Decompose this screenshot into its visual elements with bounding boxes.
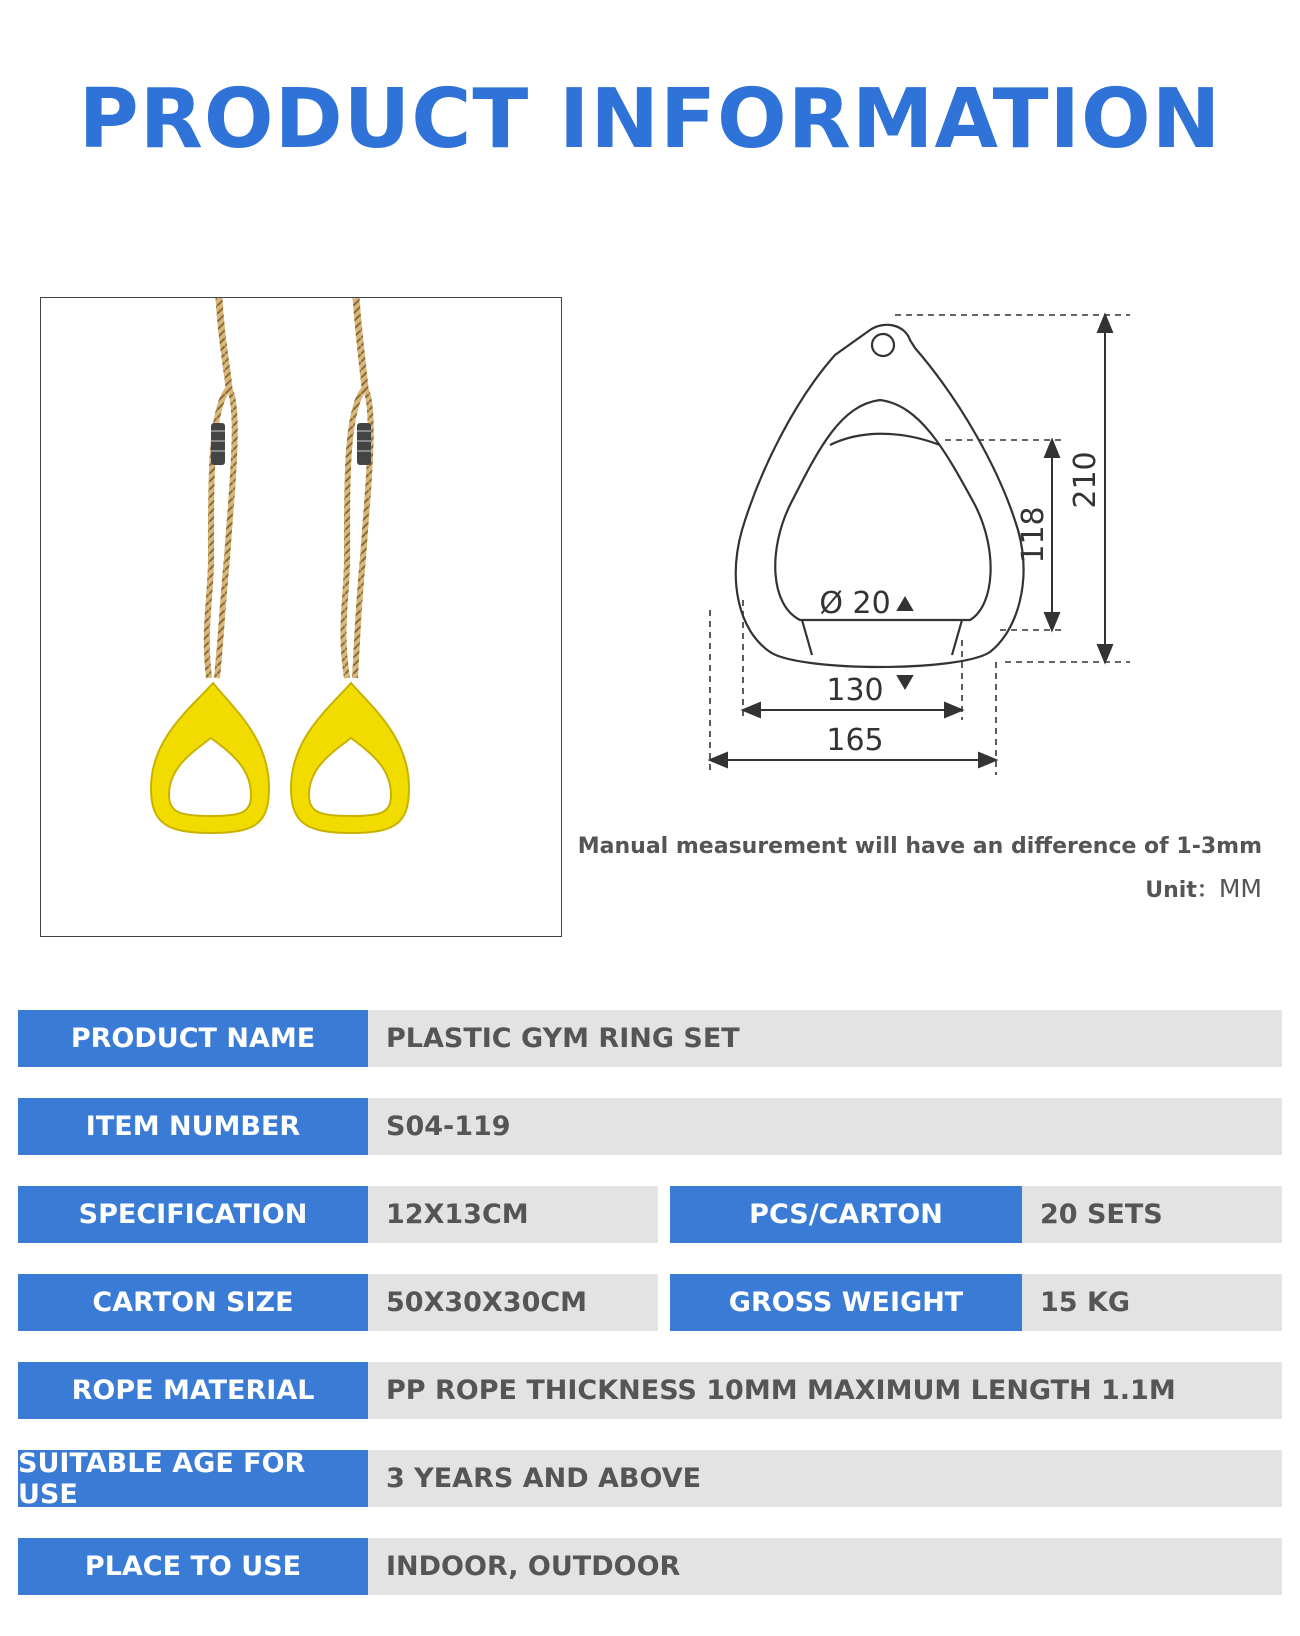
dim-height-inner: 118 bbox=[1016, 506, 1051, 564]
dim-height-total: 210 bbox=[1068, 451, 1103, 509]
spec-label: GROSS WEIGHT bbox=[670, 1274, 1022, 1331]
spec-label: SPECIFICATION bbox=[18, 1186, 368, 1243]
dim-width-outer: 165 bbox=[826, 723, 884, 758]
product-photo bbox=[40, 297, 562, 937]
spec-value: 12X13CM bbox=[368, 1186, 658, 1243]
gym-ring-right bbox=[291, 298, 409, 833]
spec-value: 15 KG bbox=[1022, 1274, 1282, 1331]
unit-line bbox=[1145, 873, 1262, 904]
unit-value: MM bbox=[1218, 874, 1262, 903]
spec-label: ROPE MATERIAL bbox=[18, 1362, 368, 1419]
dimension-diagram bbox=[700, 300, 1300, 820]
dim-width-inner: 130 bbox=[826, 673, 884, 708]
gym-ring-left bbox=[151, 298, 269, 833]
spec-value: 3 YEARS AND ABOVE bbox=[368, 1450, 1282, 1507]
unit-label: Unit： bbox=[1145, 878, 1219, 903]
spec-label: PRODUCT NAME bbox=[18, 1010, 368, 1067]
spec-value: PP ROPE THICKNESS 10MM MAXIMUM LENGTH 1.1M bbox=[368, 1362, 1282, 1419]
page-title: PRODUCT INFORMATION bbox=[78, 72, 1222, 167]
spec-value: 50X30X30CM bbox=[368, 1274, 658, 1331]
spec-label: ITEM NUMBER bbox=[18, 1098, 368, 1155]
spec-label: PLACE TO USE bbox=[18, 1538, 368, 1595]
spec-label: PCS/CARTON bbox=[670, 1186, 1022, 1243]
spec-value: PLASTIC GYM RING SET bbox=[368, 1010, 1282, 1067]
measurement-note: Manual measurement will have an difference of 1-3mm bbox=[577, 834, 1262, 859]
dim-diameter: Ø 20 bbox=[819, 586, 891, 621]
spec-value: 20 SETS bbox=[1022, 1186, 1282, 1243]
spec-value: INDOOR, OUTDOOR bbox=[368, 1538, 1282, 1595]
spec-label: SUITABLE AGE FOR USE bbox=[18, 1450, 368, 1507]
spec-label: CARTON SIZE bbox=[18, 1274, 368, 1331]
spec-value: S04-119 bbox=[368, 1098, 1282, 1155]
